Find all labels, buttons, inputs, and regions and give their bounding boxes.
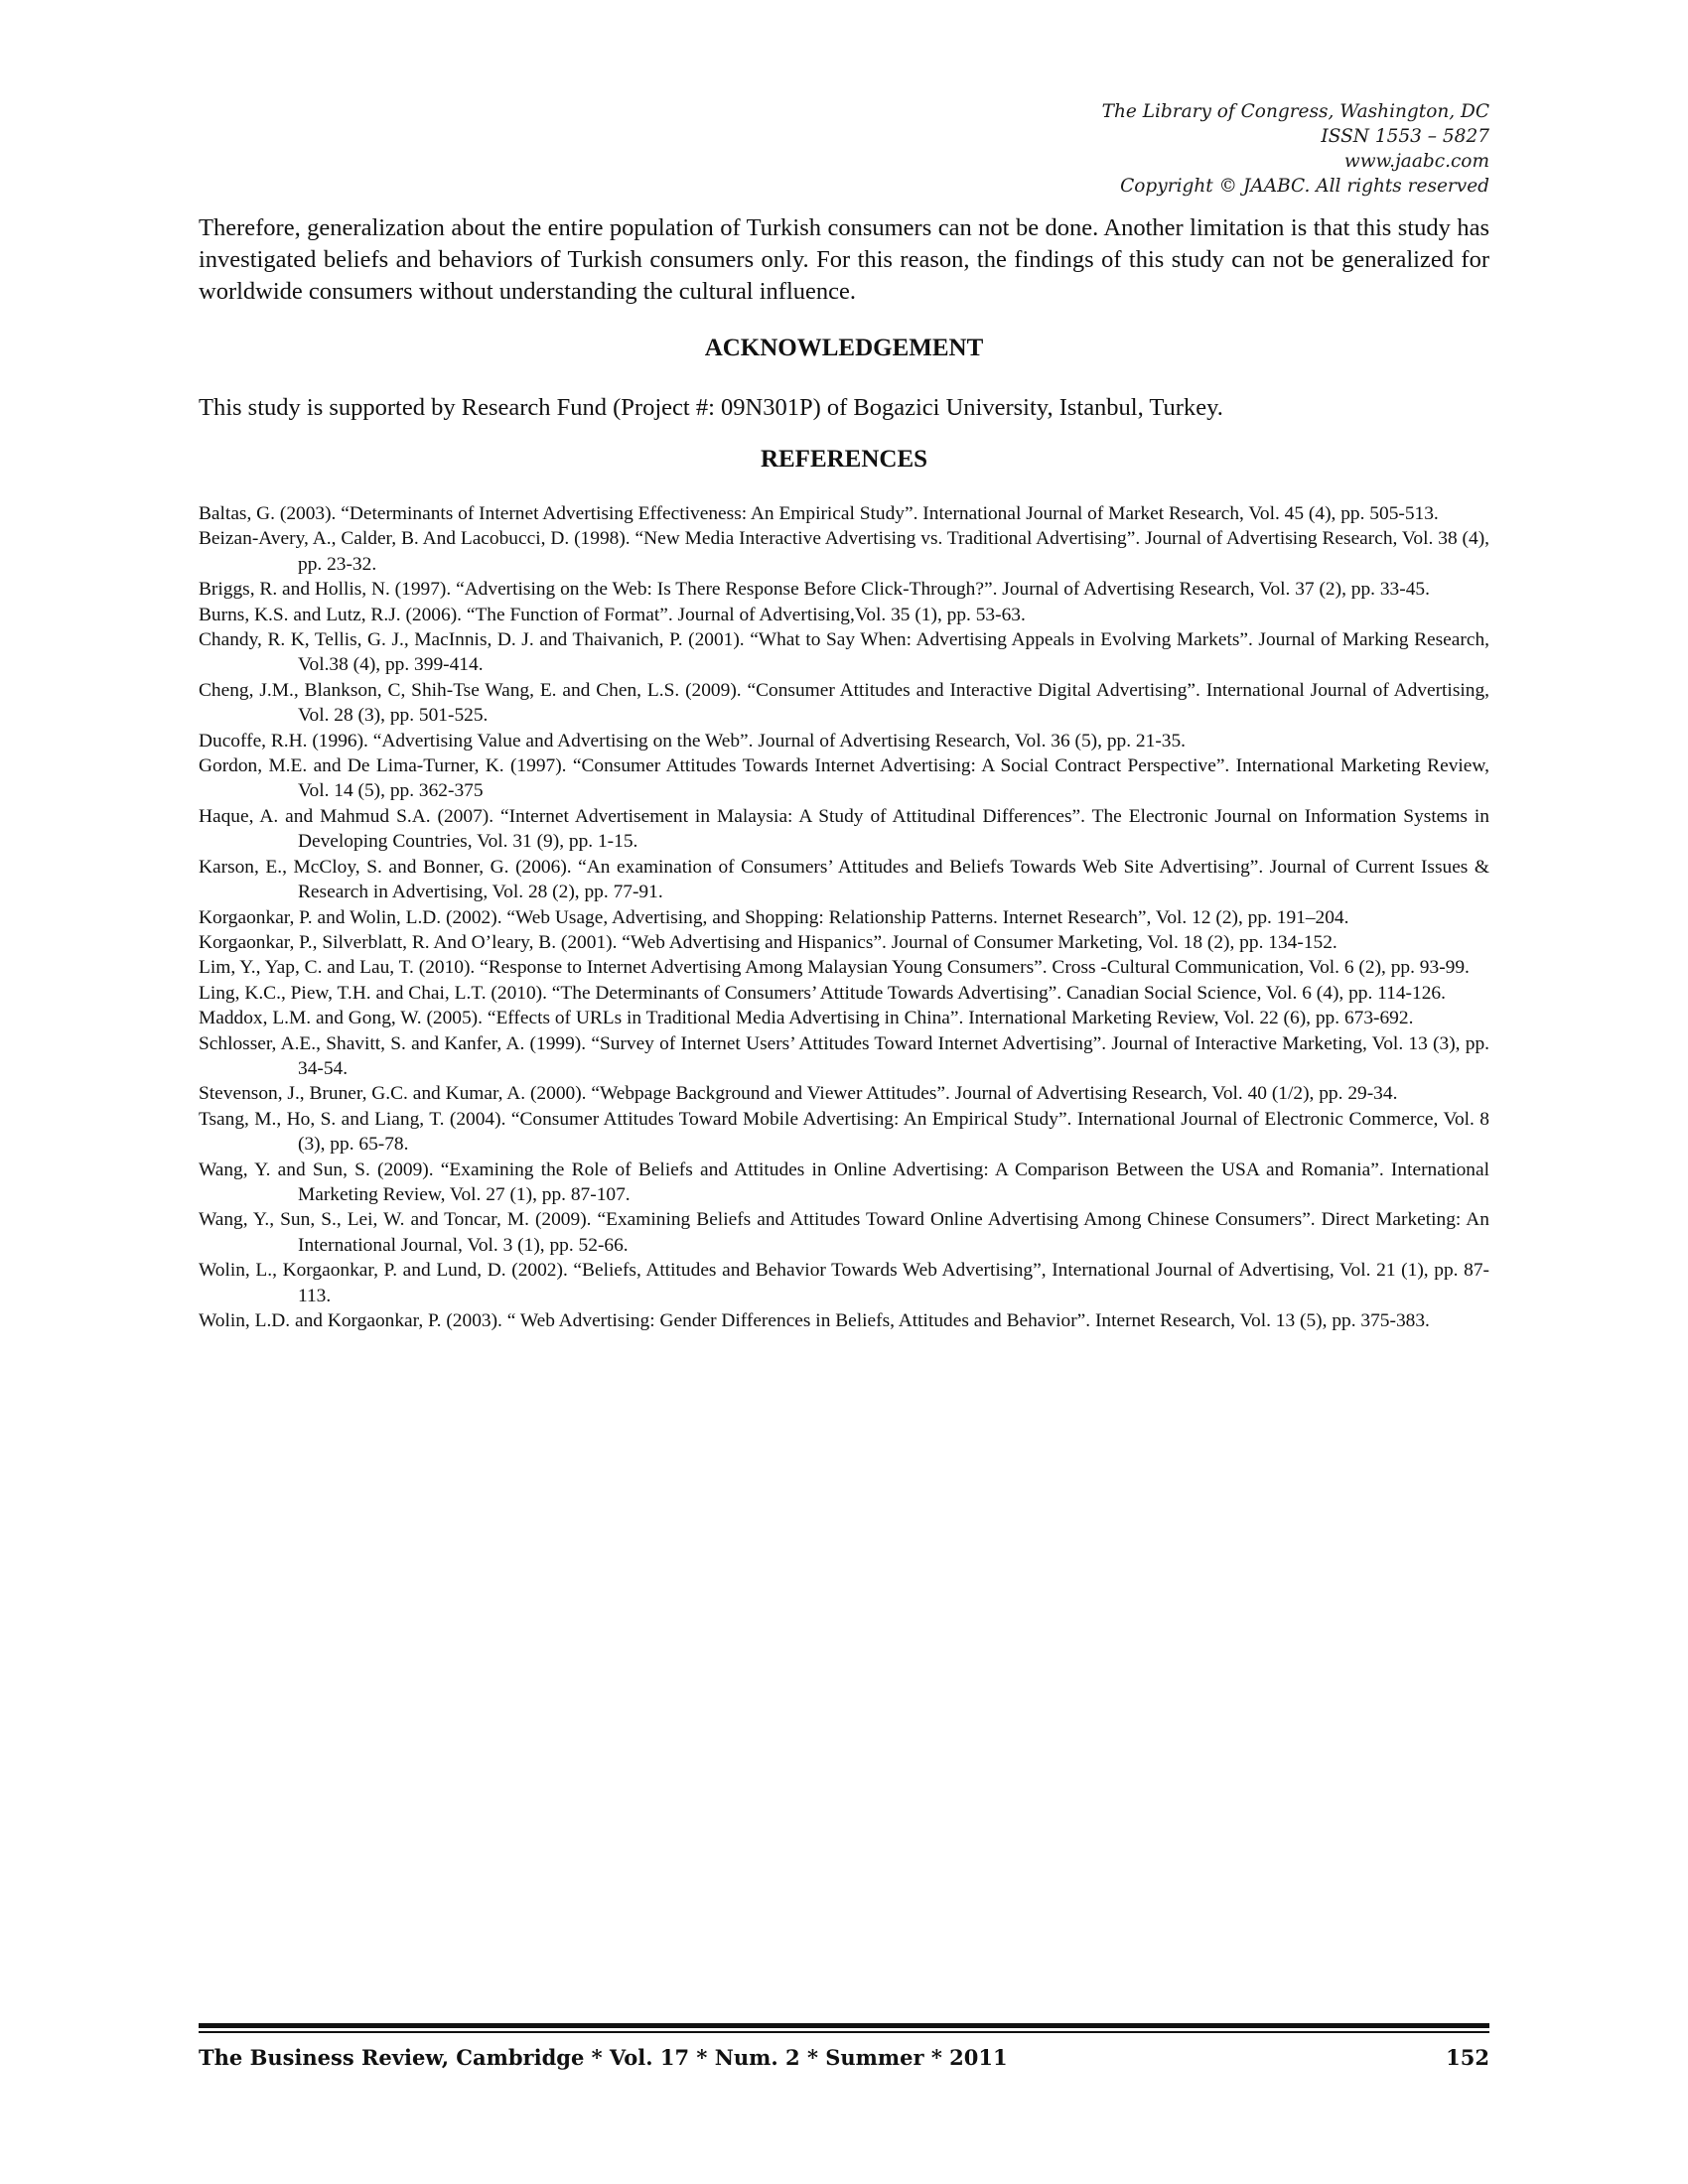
- reference-item: Tsang, M., Ho, S. and Liang, T. (2004). “Consumer Attitudes Toward Mobile Advertising: An Empirical Study”. International Journal of Electronic Commerce, Vol. 8 (3), pp. 65-78.: [199, 1108, 1489, 1156]
- acknowledgement-text: This study is supported by Research Fund (Project #: 09N301P) of Bogazici University, Istanbul, Turkey.: [199, 394, 1223, 421]
- reference-item: Burns, K.S. and Lutz, R.J. (2006). “The Function of Format”. Journal of Advertising,Vol. 35 (1), pp. 53-63.: [199, 604, 1026, 625]
- reference-item: Lim, Y., Yap, C. and Lau, T. (2010). “Response to Internet Advertising Among Malaysian Young Consumers”. Cross -Cultural Communication, Vol. 6 (2), pp. 93-99.: [199, 957, 1470, 979]
- reference-item: Maddox, L.M. and Gong, W. (2005). “Effects of URLs in Traditional Media Advertising in China”. International Marketing Review, Vol. 22 (6), pp. 673-692.: [199, 1008, 1414, 1029]
- running-header: [1102, 99, 1489, 199]
- footer-rule-thin: [199, 2031, 1489, 2033]
- header-publisher: The Library of Congress, Washington, DC: [1101, 101, 1489, 122]
- reference-item: Schlosser, A.E., Shavitt, S. and Kanfer, A. (1999). “Survey of Internet Users’ Attitudes Toward Internet Advertising”. Journal of Interactive Marketing, Vol. 13 (3), pp. 34-54.: [199, 1032, 1489, 1079]
- reference-item: Cheng, J.M., Blankson, C, Shih-Tse Wang, E. and Chen, L.S. (2009). “Consumer Attitudes and Interactive Digital Advertising”. International Journal of Advertising, Vol. 28 (3), pp. 501-525.: [199, 679, 1489, 727]
- footer-rule: [199, 2023, 1489, 2028]
- reference-item: Karson, E., McCloy, S. and Bonner, G. (2006). “An examination of Consumers’ Attitudes and Beliefs Towards Web Site Advertising”. Journal of Current Issues & Research in Advertising, Vol. 28 (2), pp. 77-91.: [199, 856, 1489, 903]
- reference-list: [199, 501, 1489, 1333]
- reference-item: Baltas, G. (2003). “Determinants of Internet Advertising Effectiveness: An Empirical Study”. International Journal of Market Research, Vol. 45 (4), pp. 505-513.: [199, 503, 1439, 524]
- reference-item: Korgaonkar, P., Silverblatt, R. And O’leary, B. (2001). “Web Advertising and Hispanics”. Journal of Consumer Marketing, Vol. 18 (2), pp. 134-152.: [199, 931, 1337, 953]
- intro-paragraph: Therefore, generalization about the entire population of Turkish consumers can not be done. Another limitation is that this study has investigated beliefs and behaviors of Turkish consumers only. For this reason, the findings of this study can not be generalized for worldwide consumers without understanding the cultural influence.: [199, 214, 1489, 305]
- reference-item: Ling, K.C., Piew, T.H. and Chai, L.T. (2010). “The Determinants of Consumers’ Attitude Towards Advertising”. Canadian Social Science, Vol. 6 (4), pp. 114-126.: [199, 982, 1446, 1004]
- reference-item: Wang, Y., Sun, S., Lei, W. and Toncar, M. (2009). “Examining Beliefs and Attitudes Toward Online Advertising Among Chinese Consumers”. Direct Marketing: An International Journal, Vol. 3 (1), pp. 52-66.: [199, 1209, 1489, 1256]
- page-number: 152: [1446, 2045, 1489, 2070]
- reference-item: Korgaonkar, P. and Wolin, L.D. (2002). “Web Usage, Advertising, and Shopping: Relationship Patterns. Internet Research”, Vol. 12 (2), pp. 191–204.: [199, 906, 1349, 928]
- reference-item: Stevenson, J., Bruner, G.C. and Kumar, A. (2000). “Webpage Background and Viewer Attitudes”. Journal of Advertising Research, Vol. 40 (1/2), pp. 29-34.: [199, 1083, 1398, 1105]
- header-website: www.jaabc.com: [1343, 151, 1489, 172]
- header-copyright: Copyright © JAABC. All rights reserved: [1120, 176, 1489, 197]
- reference-item: Chandy, R. K, Tellis, G. J., MacInnis, D. J. and Thaivanich, P. (2001). “What to Say When: Advertising Appeals in Evolving Markets”. Journal of Marking Research, Vol.38 (4), pp. 399-414.: [199, 629, 1489, 676]
- reference-item: Gordon, M.E. and De Lima-Turner, K. (1997). “Consumer Attitudes Towards Internet Advertising: A Social Contract Perspective”. International Marketing Review, Vol. 14 (5), pp. 362-375: [199, 755, 1489, 802]
- reference-item: Wang, Y. and Sun, S. (2009). “Examining the Role of Beliefs and Attitudes in Online Advertising: A Comparison Between the USA and Romania”. International Marketing Review, Vol. 27 (1), pp. 87-107.: [199, 1159, 1489, 1205]
- reference-item: Wolin, L.D. and Korgaonkar, P. (2003). “ Web Advertising: Gender Differences in Beliefs, Attitudes and Behavior”. Internet Research, Vol. 13 (5), pp. 375-383.: [199, 1310, 1430, 1331]
- reference-item: Beizan-Avery, A., Calder, B. And Lacobucci, D. (1998). “New Media Interactive Advertising vs. Traditional Advertising”. Journal of Advertising Research, Vol. 38 (4), pp. 23-32.: [199, 528, 1489, 575]
- reference-item: Wolin, L., Korgaonkar, P. and Lund, D. (2002). “Beliefs, Attitudes and Behavior Towards Web Advertising”, International Journal of Advertising, Vol. 21 (1), pp. 87-113.: [199, 1260, 1489, 1306]
- references-heading: REFERENCES: [760, 446, 928, 473]
- reference-item: Ducoffe, R.H. (1996). “Advertising Value and Advertising on the Web”. Journal of Advertising Research, Vol. 36 (5), pp. 21-35.: [199, 730, 1187, 751]
- header-issn: ISSN 1553 – 5827: [1321, 126, 1489, 147]
- acknowledgement-heading: ACKNOWLEDGEMENT: [704, 335, 984, 361]
- reference-item: Briggs, R. and Hollis, N. (1997). “Advertising on the Web: Is There Response Before Click-Through?”. Journal of Advertising Research, Vol. 37 (2), pp. 33-45.: [199, 579, 1430, 601]
- footer-journal-title: The Business Review, Cambridge * Vol. 17 * Num. 2 * Summer * 2011: [199, 2045, 1008, 2070]
- reference-item: Haque, A. and Mahmud S.A. (2007). “Internet Advertisement in Malaysia: A Study of Attitudinal Differences”. The Electronic Journal on Information Systems in Developing Countries, Vol. 31 (9), pp. 1-15.: [199, 805, 1489, 853]
